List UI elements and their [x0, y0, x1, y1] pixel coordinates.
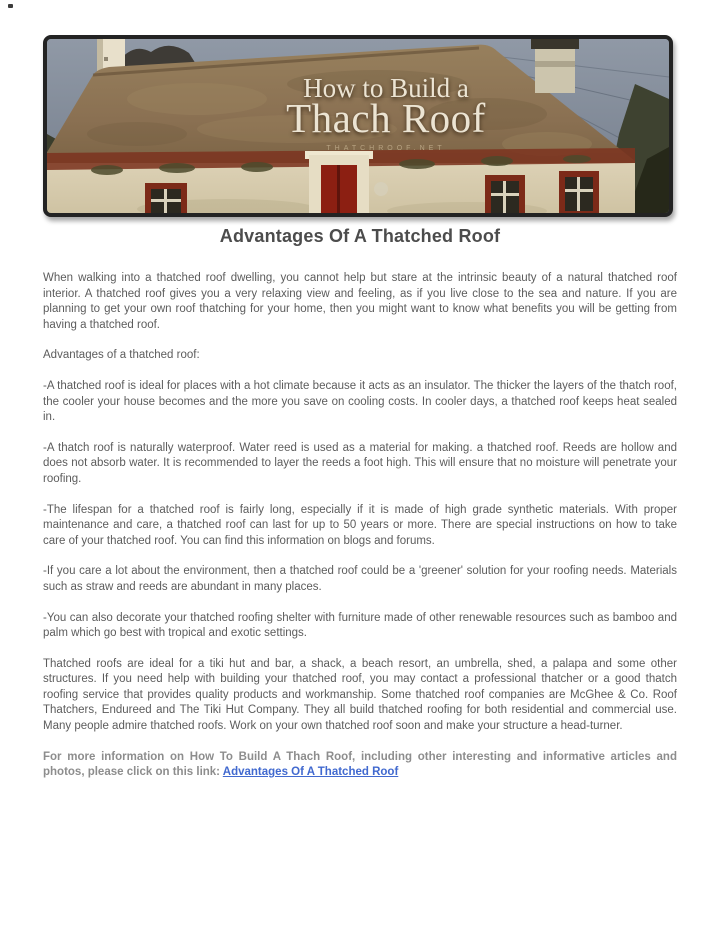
footer-note — [43, 750, 677, 781]
article-paragraph: -If you care a lot about the environment, then a thatched roof could be a 'greener' solution for your roofing needs. Materials such as straw and reeds are abundant in many places. — [43, 565, 677, 593]
hero-title-line1: How to Build a — [303, 73, 469, 103]
thatched-cottage-illustration — [47, 39, 669, 213]
article-paragraph: Thatched roofs are ideal for a tiki hut and bar, a shack, a beach resort, an umbrella, shed, a palapa and some other structures. If you need help with building your thatched roof, you may contact a professional thatcher or a good thatch roofing service that provides quality products and workmanship. Some thatched roof companies are McGhee & Co. Roof Thatchers, Endureed and The Tiki Hut Company. They all build thatched roofing for both residential and commercial use. Many people admire thatched roofs. Work on your own thatched roof soon and make your structure a head-turner. — [43, 657, 677, 733]
article-paragraph: -A thatched roof is ideal for places with a hot climate because it acts as an insulator. The thicker the layers of the thatch roof, the cooler your house becomes and the more you save on cooling costs. In cooler days, a thatched roof keeps heat sealed in. — [43, 379, 677, 424]
article-paragraph: -You can also decorate your thatched roofing shelter with furniture made of other renewable resources such as bamboo and palm which go best with tropical and exotic settings. — [43, 611, 677, 640]
hero-image — [43, 35, 673, 217]
article-body — [43, 226, 677, 781]
article-link[interactable]: Advantages Of A Thatched Roof — [222, 766, 399, 779]
scan-artifact-dot — [8, 4, 13, 8]
article-paragraph: -The lifespan for a thatched roof is fairly long, especially if it is made of high grade synthetic materials. With proper maintenance and care, a thatched roof can last for up to 50 years or more. There are special instructions on how to take care of your thatched roof. You can find this information on blogs and forums. — [43, 503, 677, 547]
hero-subtitle: THATCHROOF.NET — [326, 144, 446, 152]
window-left — [145, 183, 187, 213]
window-mid-right — [485, 175, 525, 213]
article-paragraph: When walking into a thatched roof dwelling, you cannot help but stare at the intrinsic beauty of a natural thatched roof interior. A thatched roof gives you a very relaxing view and feeling, as if you live close to the sea and nature. If you are planning to get your own roof thatching for your home, then you might want to know what benefits you will be getting from having a thatched roof. — [43, 272, 677, 331]
window-far-right — [559, 171, 599, 213]
hero-title-line2: Thach Roof — [286, 95, 486, 141]
page-title: Advantages Of A Thatched Roof — [219, 226, 501, 246]
footer-note-text: For more information on How To Build A Thach Roof, including other interesting and informative articles and photos, please click on this link: — [43, 750, 677, 779]
article-paragraph: -A thatch roof is naturally waterproof. Water reed is used as a material for making. a thatched roof. Reeds are hollow and does not absorb water. It is recommended to layer the reeds a foot high. This will ensure that no moisture will penetrate your roofing. — [43, 441, 677, 485]
article-paragraph: Advantages of a thatched roof: — [43, 349, 200, 362]
